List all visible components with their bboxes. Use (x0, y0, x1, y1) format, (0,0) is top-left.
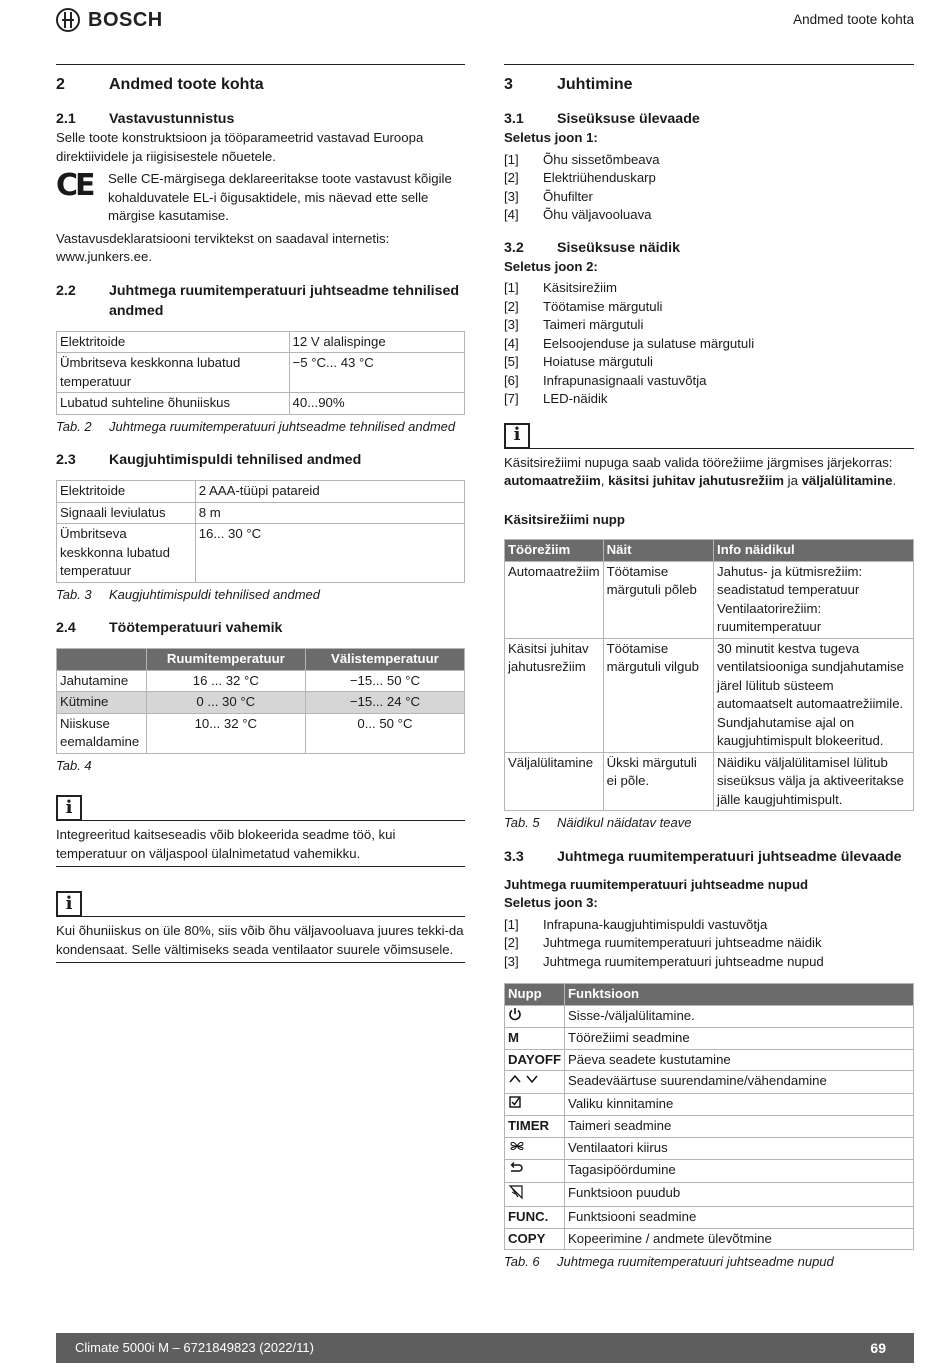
power-icon (508, 1007, 522, 1021)
button-table (504, 983, 914, 1250)
up-down-icon (508, 1072, 540, 1086)
info-icon: i (504, 423, 530, 449)
table-row: Väljalülitamine Ükski märgutuli ei põle. Näidiku väljalülitamisel lülitub siseüksus välja ja aktiveeritakse jälle kaugjuhtimispult. (505, 752, 914, 811)
table-row: Sisse-/väljalülitamine. (505, 1005, 914, 1028)
table-header-row: Nupp Funktsioon (505, 984, 914, 1006)
table-row: Käsitsi juhitav jahutusrežiim Töötamise märgutuli vilgub 30 minutit kestva tugeva ventilatsiooniga sundjahutamise järel lülitub süsteem automaatselt automaatrežiimile. Sundjahutamise ajal on kaugjuhtimispult blokeeritud. (505, 638, 914, 752)
table-caption: Tab. 4 (56, 757, 92, 773)
table-row: DAYOFF Päeva seadete kustutamine (505, 1049, 914, 1071)
table-row: M Töörežiimi seadmine (505, 1028, 914, 1050)
declaration-text: Vastavusdeklaratsiooni terviktekst on saadaval internetis: (56, 230, 390, 246)
ce-block (56, 170, 465, 226)
left-column (56, 64, 465, 963)
footer-doc-id: Climate 5000i M – 6721849823 (2022/11) (75, 1339, 314, 1355)
table-row: Ümbritseva keskkonna lubatud temperatuur 16... 30 °C (57, 524, 465, 583)
section-2-4-heading: 2.4 Töötemperatuuri vahemik (56, 620, 283, 636)
table-row: Jahutamine 16 ... 32 °C −15... 50 °C (57, 670, 465, 692)
table-caption: Tab. 6 Juhtmega ruumitemperatuuri juhtseadme nupud (504, 1254, 834, 1269)
list-item: [2] Juhtmega ruumitemperatuuri juhtseadme näidik (504, 935, 822, 950)
table-caption: Tab. 5 Näidikul näidatav teave (504, 815, 692, 830)
table-caption: Tab. 3 Kaugjuhtimispuldi tehnilised andmed (56, 586, 321, 602)
checkbox-icon (508, 1095, 522, 1109)
conformity-text: Selle toote konstruktsioon ja tööparameetrid vastavad Euroopa direktiividele ja riigisisestele nõuetele. (56, 130, 424, 164)
info-note (56, 891, 465, 963)
table-row: Lubatud suhteline õhuniiskus 40...90% (57, 393, 465, 415)
list-item: [2] Elektriühenduskarp (504, 170, 656, 185)
table-header-row: Töörežiim Näit Info näidikul (505, 540, 914, 562)
section-2-heading: 2 Andmed toote kohta (56, 76, 264, 93)
running-header: Andmed toote kohta (793, 12, 914, 27)
remote-specs-table (56, 480, 465, 583)
info-note (56, 795, 465, 867)
subsection-title: Käsitsirežiimi nupp (504, 511, 625, 527)
fan-icon (508, 1139, 526, 1153)
section-3-2-heading: 3.2 Siseüksuse näidik (504, 239, 681, 256)
table-caption: Tab. 2 Juhtmega ruumitemperatuuri juhtseadme tehnilised andmed (56, 418, 456, 434)
info-note (504, 423, 914, 491)
table-row: COPY Kopeerimine / andmete ülevõtmine (505, 1228, 914, 1250)
section-3-heading: 3 Juhtimine (504, 76, 633, 93)
legend-title: Seletus joon 1: (504, 130, 598, 145)
table-row: Tagasipöördumine (505, 1160, 914, 1183)
legend-title: Seletus joon 3: (504, 895, 598, 910)
table-row: TIMER Taimeri seadmine (505, 1116, 914, 1138)
bosch-armature-icon (56, 8, 80, 32)
legend-title: Seletus joon 2: (504, 258, 598, 274)
legend-list (504, 279, 914, 409)
section-2-3-heading: 2.3 Kaugjuhtimispuldi tehnilised andmed (56, 452, 362, 468)
list-item: [3] Taimeri märgutuli (504, 317, 644, 332)
footer-bar (56, 1333, 914, 1363)
declaration-url: www.junkers.ee. (56, 249, 153, 264)
list-item: [3] Juhtmega ruumitemperatuuri juhtseadme nupud (504, 953, 824, 969)
ce-text: Selle CE-märgisega deklareeritakse toote vastavust kõigile kohalduvatele EL-i õigusaktidele, mis näevad ette selle märgise kasutamise. (108, 171, 452, 223)
list-item: [4] Õhu väljavooluava (504, 207, 652, 222)
table-row: Valiku kinnitamine (505, 1093, 914, 1116)
info-icon: i (56, 795, 82, 821)
legend-list (504, 151, 914, 225)
note-text: Integreeritud kaitseseadis võib blokeerida seadme töö, kui temperatuur on väljaspool ülalnimetatud vahemikku. (56, 826, 465, 867)
table-row: Kütmine 0 ... 30 °C −15... 24 °C (57, 692, 465, 714)
table-row: Niiskuse eemaldamine 10... 32 °C 0... 50 °C (57, 713, 465, 753)
table-row: FUNC. Funktsiooni seadmine (505, 1207, 914, 1229)
divider (504, 64, 914, 65)
list-item: [3] Õhufilter (504, 188, 593, 204)
note-text: Kui õhuniiskus on üle 80%, siis võib õhu väljavooluava juures tekki-da kondensaat. Selle vältimiseks seada ventilaator suurele võimsusele. (56, 922, 465, 963)
table-row: Signaali leviulatus 8 m (57, 502, 465, 524)
bosch-logo (56, 8, 163, 32)
table-row: Ventilaatori kiirus (505, 1137, 914, 1160)
return-icon (508, 1161, 524, 1175)
list-item: [1] Käsitsirežiim (504, 280, 618, 295)
table-row: Automaatrežiim Töötamise märgutuli põleb Jahutus- ja kütmisrežiim: seadistatud temperatuur Ventilaatorirežiim: ruumitemperatuur (505, 561, 914, 638)
divider (56, 64, 465, 65)
table-row: Funktsioon puudub (505, 1182, 914, 1207)
mode-table (504, 539, 914, 811)
list-item: [7] LED-näidik (504, 391, 608, 406)
list-item: [4] Eelsoojenduse ja sulatuse märgutuli (504, 335, 755, 351)
note-text: Käsitsirežiimi nupuga saab valida töörežiime järgmises järjekorras: automaatrežiim, käsitsi juhitav jahutusrežiim ja väljalülitamine. (504, 454, 897, 488)
wired-controller-specs-table (56, 331, 465, 415)
list-item: [1] Infrapuna-kaugjuhtimispuldi vastuvõtja (504, 916, 768, 932)
section-3-3-heading: 3.3 Juhtmega ruumitemperatuuri juhtseadme ülevaade (504, 848, 902, 865)
list-item: [1] Õhu sissetõmbeava (504, 151, 660, 167)
list-item: [5] Hoiatuse märgutuli (504, 354, 653, 369)
list-item: [2] Töötamise märgutuli (504, 298, 663, 314)
section-2-1-heading: 2.1 Vastavustunnistus (56, 111, 235, 127)
section-3-1-heading: 3.1 Siseüksuse ülevaade (504, 111, 700, 127)
table-header-row: Ruumitemperatuur Välistemperatuur (57, 649, 465, 671)
legend-list (504, 916, 914, 972)
brand-name: BOSCH (88, 8, 163, 31)
list-item: [6] Infrapunasignaali vastuvõtja (504, 372, 707, 388)
table-row: Elektritoide 2 AAA-tüüpi patareid (57, 481, 465, 503)
table-row: Elektritoide 12 V alalispinge (57, 331, 465, 353)
swing-icon (508, 1184, 526, 1200)
table-row: Ümbritseva keskkonna lubatud temperatuur −5 °C... 43 °C (57, 353, 465, 393)
page-number: 69 (870, 1339, 886, 1356)
right-column (504, 64, 914, 1272)
section-2-2-heading: 2.2 Juhtmega ruumitemperatuuri juhtseadme tehnilised andmed (56, 282, 460, 319)
subsection-title: Juhtmega ruumitemperatuuri juhtseadme nupud (504, 876, 809, 892)
info-icon: i (56, 891, 82, 917)
operating-range-table (56, 648, 465, 754)
table-row: Seadeväärtuse suurendamine/vähendamine (505, 1071, 914, 1094)
ce-mark-icon: CE (56, 168, 93, 203)
